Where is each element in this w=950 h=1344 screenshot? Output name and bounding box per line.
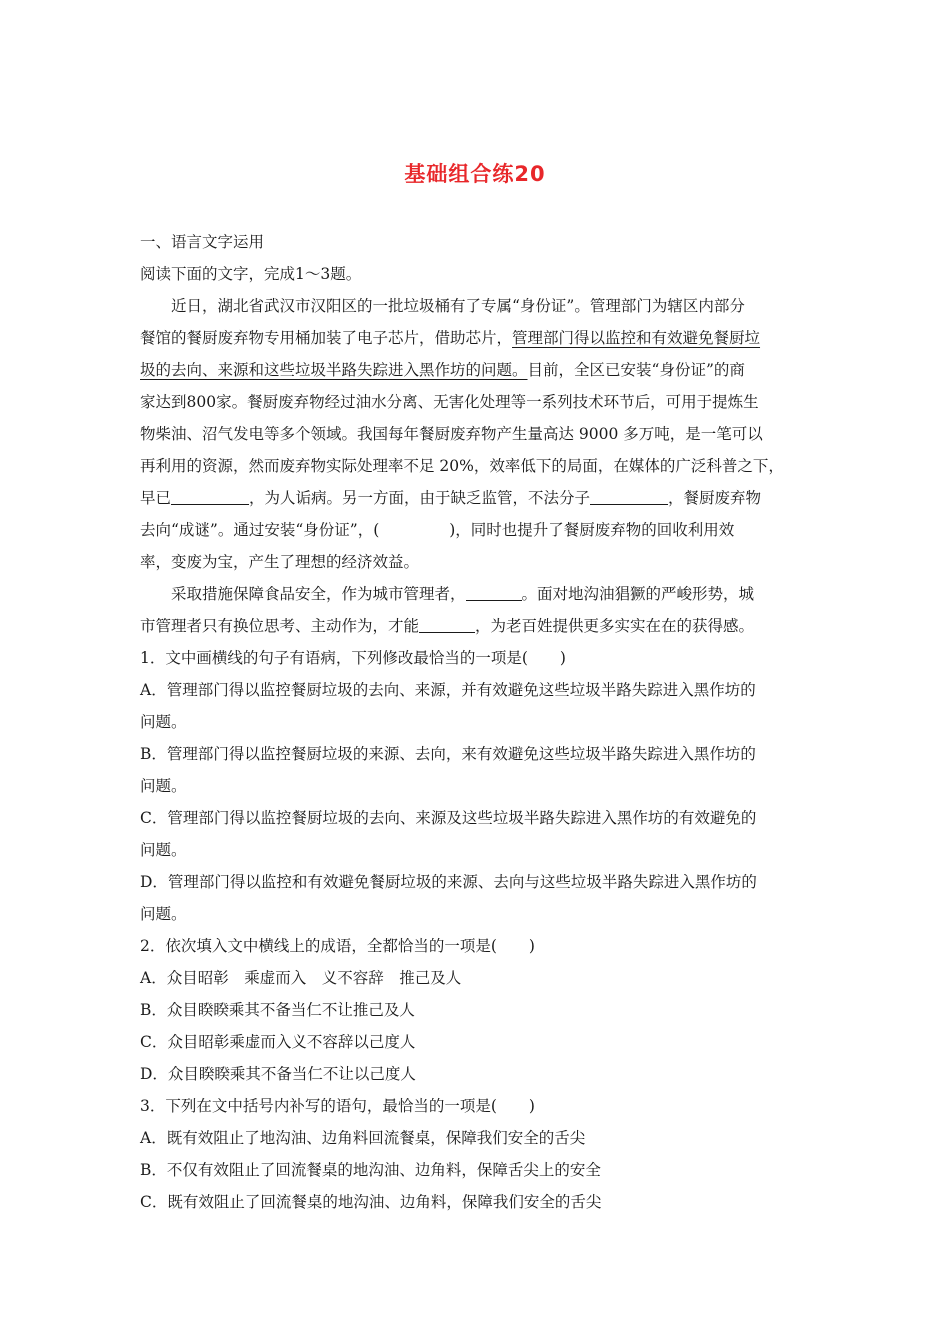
option-b-line2: 问题。 (140, 777, 187, 795)
passage-line (140, 578, 812, 610)
passage-line (140, 514, 812, 546)
question-stem (140, 930, 812, 962)
passage-line: 近日，湖北省武汉市汉阳区的一批垃圾桶有了专属“身份证”。管理部门为辖区内部分 (171, 297, 745, 315)
passage-text: 市管理者只有换位思考、主动作为，才能 (140, 617, 420, 635)
option-a: A．既有效阻止了地沟油、边角料回流餐桌，保障我们安全的舌尖 (140, 1129, 586, 1147)
option-b: B．不仅有效阻止了回流餐桌的地沟油、边角料，保障舌尖上的安全 (140, 1161, 601, 1179)
passage-line (140, 482, 812, 514)
passage-text: 餐馆的餐厨废弃物专用桶加装了电子芯片，借助芯片， (140, 329, 513, 347)
passage-line: 家达到800家。餐厨废弃物经过油水分离、无害化处理等一系列技术环节后，可用于提炼生 (140, 393, 759, 411)
passage-line (140, 322, 812, 354)
question-1 (140, 642, 812, 930)
underlined-sentence: 圾的去向、来源和这些垃圾半路失踪进入黑作坊的问题。 (140, 361, 528, 379)
page-title: 基础组合练20 (404, 162, 546, 186)
question-text: ) (528, 937, 535, 955)
fill-blank (419, 614, 475, 633)
option-a-line2: 问题。 (140, 713, 187, 731)
passage-text: 早已 (140, 489, 172, 507)
question-text: 3．下列在文中括号内补写的语句，最恰当的一项是( (140, 1097, 497, 1115)
question-text: 1．文中画横线的句子有语病，下列修改最恰当的一项是( (140, 649, 528, 667)
section-heading: 一、语言文字运用 (140, 233, 265, 251)
option-d-line1: D．管理部门得以监控和有效避免餐厨垃圾的来源、去向与这些垃圾半路失踪进入黑作坊的 (140, 873, 757, 891)
question-text: 2．依次填入文中横线上的成语，全都恰当的一项是( (140, 937, 497, 955)
option-c-line2: 问题。 (140, 841, 187, 859)
option-a: A．众目昭彰 乘虚而入 义不容辞 推己及人 (140, 969, 462, 987)
underlined-sentence: 管理部门得以监控和有效避免餐厨垃 (512, 329, 761, 347)
passage-text: 目前，全区已安装“身份证”的商 (527, 361, 745, 379)
passage-line (140, 354, 812, 386)
passage-text: )，同时也提升了餐厨废弃物的回收利用效 (449, 521, 735, 539)
passage-text: ，为老百姓提供更多实实在在的获得感。 (475, 617, 755, 635)
option-c: C．众目昭彰乘虚而入义不容辞以己度人 (140, 1033, 416, 1051)
option-b-line1: B．管理部门得以监控餐厨垃圾的来源、去向，来有效避免这些垃圾半路失踪进入黑作坊的 (140, 745, 756, 763)
question-3 (140, 1090, 812, 1218)
reading-instruction: 阅读下面的文字，完成1～3题。 (140, 265, 362, 283)
passage-line: 物柴油、沼气发电等多个领域。我国每年餐厨废弃物产生量高达 9000 多万吨，是一笔可以 (140, 425, 763, 443)
document-body (140, 226, 812, 1218)
passage-text: 采取措施保障食品安全，作为城市管理者， (171, 585, 466, 603)
option-c-line1: C．管理部门得以监控餐厨垃圾的去向、来源及这些垃圾半路失踪进入黑作坊的有效避免的 (140, 809, 757, 827)
fill-blank (590, 486, 668, 505)
option-b: B．众目睽睽乘其不备当仁不让推己及人 (140, 1001, 415, 1019)
question-text: ) (559, 649, 566, 667)
question-stem (140, 1090, 812, 1122)
option-a-line1: A．管理部门得以监控餐厨垃圾的去向、来源，并有效避免这些垃圾半路失踪进入黑作坊的 (140, 681, 756, 699)
option-d-line2: 问题。 (140, 905, 187, 923)
passage-text: ，餐厨废弃物 (668, 489, 762, 507)
question-text: ) (528, 1097, 535, 1115)
passage-text: 。面对地沟油猖獗的严峻形势，城 (521, 585, 755, 603)
question-2 (140, 930, 812, 1090)
fill-blank (171, 486, 249, 505)
passage-line: 率，变废为宝，产生了理想的经济效益。 (140, 553, 420, 571)
passage-line (140, 610, 812, 642)
option-c: C．既有效阻止了回流餐桌的地沟油、边角料，保障我们安全的舌尖 (140, 1193, 602, 1211)
option-d: D．众目睽睽乘其不备当仁不让以己度人 (140, 1065, 416, 1083)
fill-blank (466, 582, 522, 601)
question-stem (140, 642, 812, 674)
passage-text: 去向“成谜”。通过安装“身份证”，( (140, 521, 380, 539)
passage (140, 290, 812, 642)
passage-line: 再利用的资源，然而废弃物实际处理率不足 20%，效率低下的局面，在媒体的广泛科普之下， (140, 457, 784, 475)
passage-text: ，为人诟病。另一方面，由于缺乏监管，不法分子 (249, 489, 591, 507)
